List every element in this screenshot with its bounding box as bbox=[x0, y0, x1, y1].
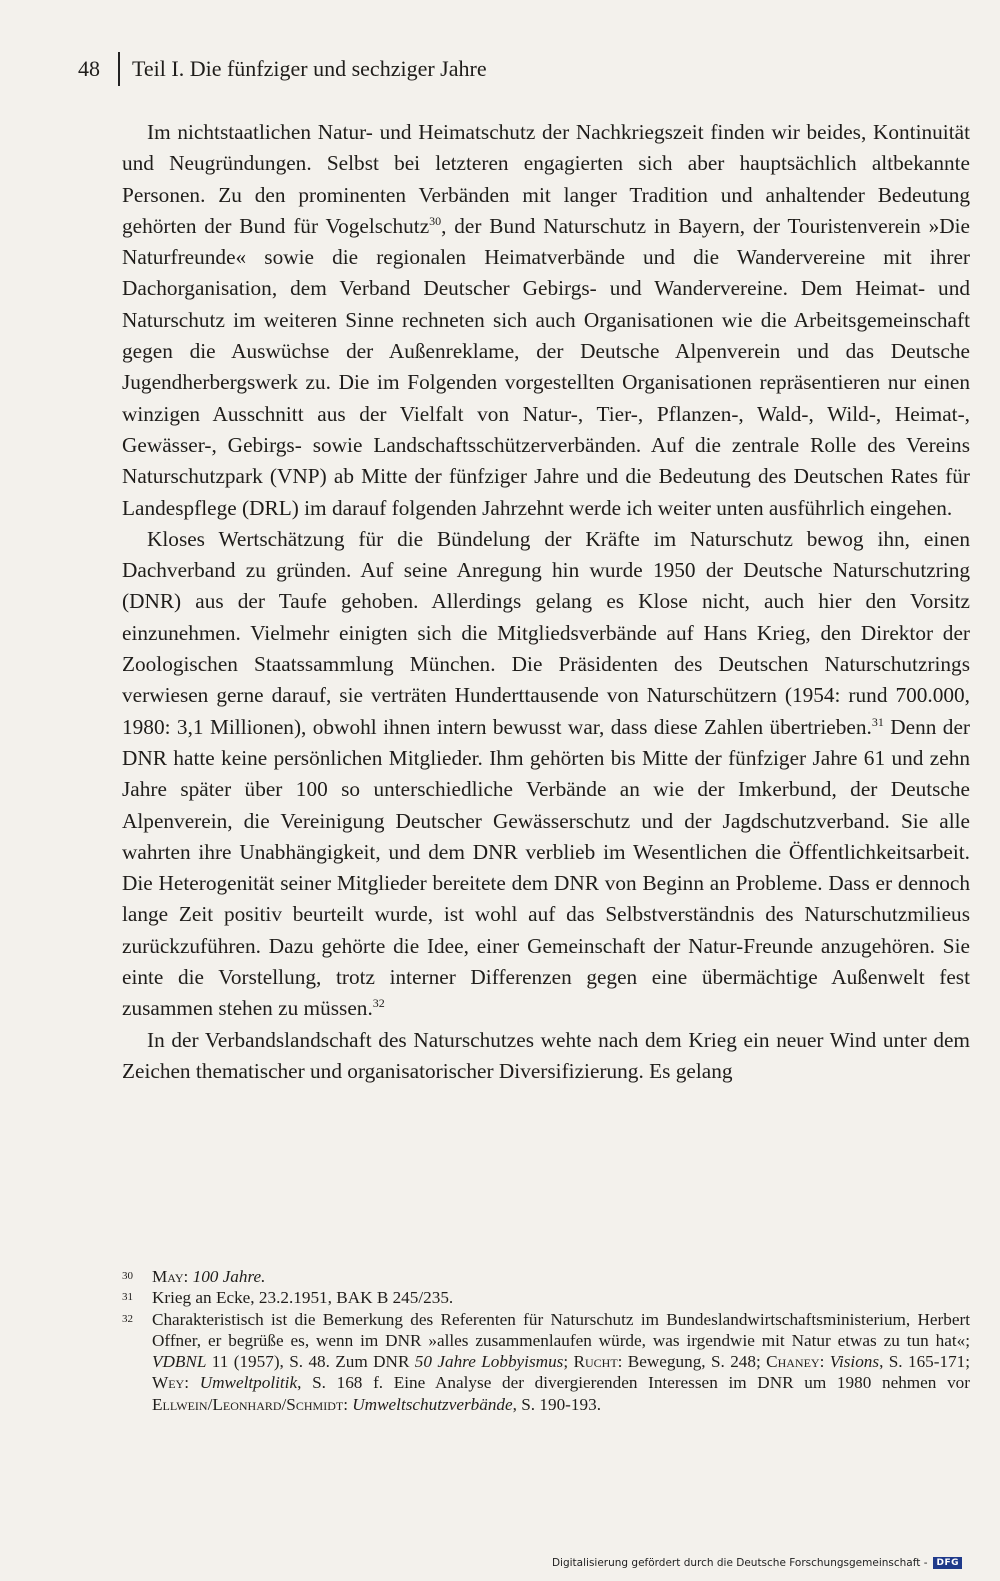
fn-segment: , S. 168 f. Eine Analyse der divergierenden Interessen im DNR um 1980 nehmen vor bbox=[297, 1373, 970, 1393]
fn-segment bbox=[189, 1373, 200, 1392]
footnote-number: 31 bbox=[122, 1291, 133, 1304]
fn-italic: 50 Jahre Lobbyismus bbox=[414, 1352, 564, 1372]
paragraph bbox=[122, 1025, 970, 1088]
footnote-text bbox=[152, 1309, 970, 1415]
footnote-text: Krieg an Ecke, 23.2.1951, BAK B 245/235. bbox=[152, 1288, 454, 1308]
running-header bbox=[78, 52, 487, 86]
footnote-author: May: bbox=[152, 1267, 189, 1286]
paragraph bbox=[122, 524, 970, 1025]
footnote bbox=[122, 1287, 970, 1308]
fn-segment: Charakteristisch ist die Bemerkung des Referenten für Naturschutz im Bundeslandwirtschaftsministerium, Herbert Offner, er begrüße es, wenn im DNR »alles zusammenlaufen würde, was irgendwie mit Natur etwas zu tun hat«; bbox=[152, 1309, 970, 1350]
footnote bbox=[122, 1309, 970, 1415]
footnote-ref: 31 bbox=[871, 714, 884, 729]
body-text bbox=[122, 117, 970, 1087]
footnote-number: 30 bbox=[122, 1270, 133, 1282]
footnotes bbox=[122, 1266, 970, 1415]
dfg-logo: DFG bbox=[933, 1557, 962, 1569]
fn-segment: , S. 190-193. bbox=[512, 1394, 601, 1414]
fn-author: Ellwein/Leonhard/Schmidt: bbox=[152, 1394, 348, 1414]
header-divider bbox=[118, 52, 120, 86]
paragraph-text: , der Bund Naturschutz in Bayern, der Touristenverein »Die Naturfreunde« sowie die regionalen Heimatverbände und die Wandervereine mit ihrer Dachorganisation, dem Verband Deutscher Gebirgs- und Wandervereine. Dem Heimat- und Naturschutz im weiteren Sinne rechneten sich auch Organisationen wie die Arbeitsgemeinschaft gegen die Auswüchse der Außenreklame, der Deutsche Alpenverein und das Deutsche Jugendherbergswerk zu. Die im Folgenden vorgestellten Organisationen repräsentieren nur einen winzigen Ausschnitt aus der Vielfalt von Natur-, Tier-, Pflanzen-, Wald-, Wild-, Heimat-, Gewässer-, Gebirgs- sowie Landschaftsschützerverbänden. Auf die zentrale Rolle des Vereins Naturschutzpark (VNP) ab Mitte der fünfziger Jahre und die Bedeutung des Deutschen Rates für Landespflege (DRL) im darauf folgenden Jahrzehnt werde ich weiter unten ausführlich eingehen. bbox=[122, 213, 970, 520]
paragraph-text: Denn der DNR hatte keine persönlichen Mitglieder. Ihm gehörten bis Mitte der fünfziger Jahre 61 und zehn Jahre später über 100 so unterschiedliche Verbände an wie der Imkerbund, der Deutsche Alpenverein, die Vereinigung Deutscher Gewässerschutz und der Jagdschutzverband. Sie alle wahrten ihre Unabhängigkeit, und dem DNR verblieb im Wesentlichen die Öffentlichkeitsarbeit. Die Heterogenität seiner Mitglieder bereitete dem DNR von Beginn an Probleme. Dass er dennoch lange Zeit positiv beurteilt wurde, ist wohl auf das Selbstverständnis des Naturschutzmilieus zurückzuführen. Dazu gehörte die Idee, einer Gemeinschaft der Natur-Freunde anzugehören. Sie einte die Vorstellung, trotz interner Differenzen gegen eine übermächtige Außenwelt fest zusammen stehen zu müssen. bbox=[122, 714, 970, 1021]
footnote-text bbox=[152, 1266, 970, 1287]
footnote-number: 32 bbox=[122, 1312, 133, 1325]
footnote-ref: 32 bbox=[372, 996, 385, 1011]
fn-italic: VDBNL bbox=[152, 1352, 207, 1372]
fn-author: Wey: bbox=[152, 1373, 189, 1393]
footnote-ref: 30 bbox=[429, 213, 442, 228]
footnote-title: 100 Jahre. bbox=[192, 1267, 266, 1286]
digitization-credit bbox=[552, 1557, 962, 1569]
fn-italic: Umweltschutzverbände bbox=[352, 1394, 513, 1414]
paragraph-text: In der Verbandslandschaft des Naturschutzes wehte nach dem Krieg ein neuer Wind unter dem Zeichen thematischer und organisatorischer Diversifizierung. Es gelang bbox=[122, 1027, 970, 1083]
page-number: 48 bbox=[78, 56, 100, 81]
paragraph-text: Im nichtstaatlichen Natur- und Heimatschutz der Nachkriegszeit finden wir beides, Kontinuität und Neugründungen. Selbst bei letzteren engagierten sich aber hauptsächlich altbekannte Personen. Zu den prominenten Verbänden mit langer Tradition und anhaltender Bedeutung gehörten der Bund für Vogelschutz bbox=[122, 120, 970, 238]
fn-segment: 11 (1957), S. 48. Zum DNR bbox=[206, 1352, 415, 1372]
fn-segment: Bewegung, S. 248; bbox=[622, 1352, 767, 1372]
paragraph bbox=[122, 117, 970, 524]
running-title: Teil I. Die fünfziger und sechziger Jahre bbox=[132, 56, 487, 81]
fn-italic: Visions bbox=[829, 1352, 880, 1372]
paragraph-text: Kloses Wertschätzung für die Bündelung der Kräfte im Naturschutz bewog ihn, einen Dachverband zu gründen. Auf seine Anregung hin wurde 1950 der Deutsche Naturschutzring (DNR) aus der Taufe gehoben. Allerdings gelang es Klose nicht, auch hier den Vorsitz einzunehmen. Vielmehr einigten sich die Mitgliedsverbände auf Hans Krieg, den Direktor der Zoologischen Staatssammlung München. Die Präsidenten des Deutschen Naturschutzrings verwiesen gerne darauf, sie verträten Hunderttausende von Naturschützern (1954: rund 700.000, 1980: 3,1 Millionen), obwohl ihnen intern bewusst war, dass diese Zahlen übertrieben. bbox=[122, 526, 970, 739]
fn-segment: , S. 165-171; bbox=[879, 1352, 971, 1372]
fn-italic: Umweltpolitik bbox=[199, 1373, 298, 1393]
fn-author: Chaney: bbox=[766, 1352, 825, 1372]
fn-author: Rucht: bbox=[573, 1352, 623, 1372]
credit-text: Digitalisierung gefördert durch die Deutsche Forschungsgemeinschaft - bbox=[551, 1557, 928, 1569]
fn-segment: ; bbox=[563, 1352, 574, 1372]
footnote bbox=[122, 1266, 970, 1287]
